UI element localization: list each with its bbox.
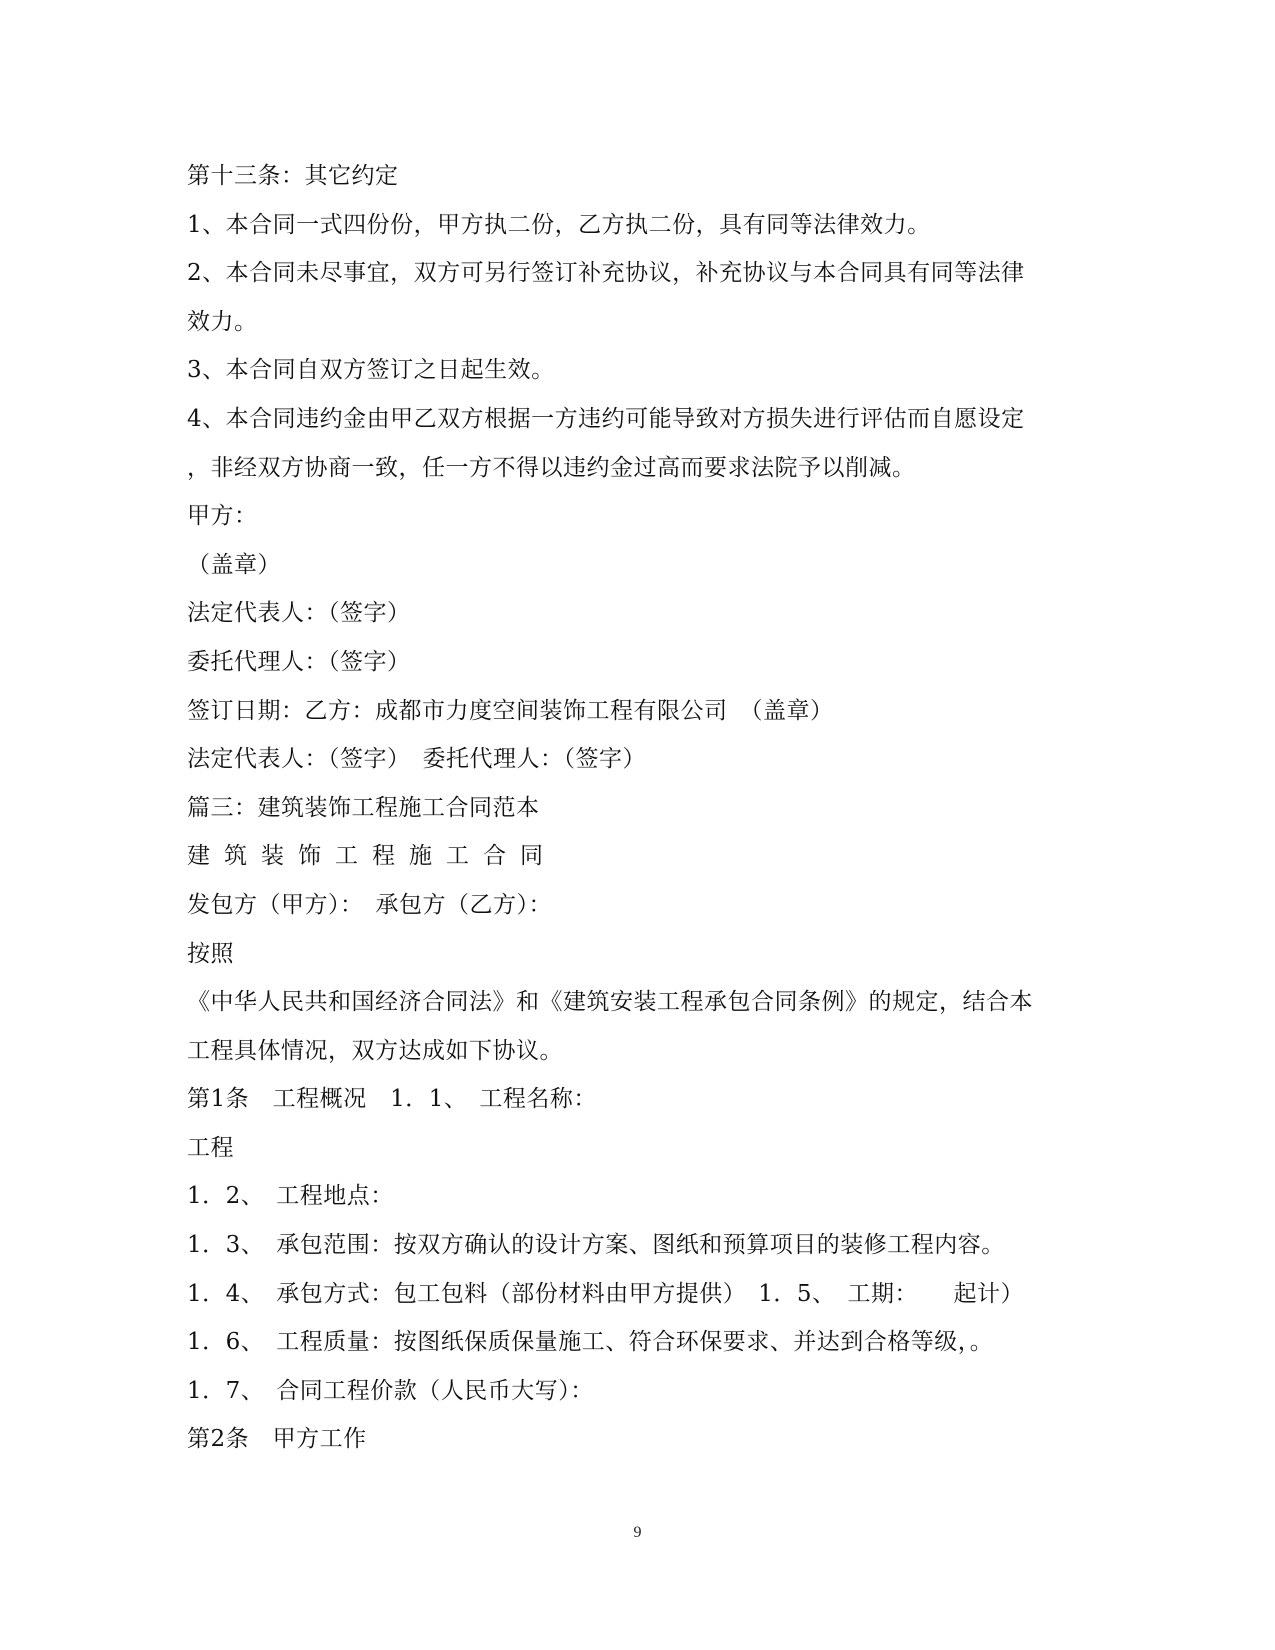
document-body — [187, 152, 1087, 1464]
text-line: 法定代表人：（签字） 委托代理人：（签字） — [187, 746, 646, 773]
contract-title: 建筑装饰工程施工合同 — [187, 843, 557, 870]
text-line: 委托代理人：（签字） — [187, 648, 411, 675]
text-line: 1．6、 工程质量：按图纸保质保量施工、符合环保要求、并达到合格等级，。 — [187, 1329, 994, 1356]
text-line: 效力。 — [187, 308, 258, 335]
text-line: 第1条 工程概况 1．1、 工程名称： — [187, 1086, 597, 1113]
section-heading: 篇三：建筑装饰工程施工合同范本 — [187, 794, 540, 821]
text-line: 工程 — [187, 1134, 234, 1161]
text-line: 1．4、 承包方式：包工包料（部份材料由甲方提供） 1．5、 工期： 起计） — [187, 1280, 1025, 1307]
text-line: 1、本合同一式四份份，甲方执二份，乙方执二份，具有同等法律效力。 — [187, 211, 931, 238]
text-line: 第2条 甲方工作 — [187, 1426, 367, 1453]
text-line: ，非经双方协商一致，任一方不得以违约金过高而要求法院予以削减。 — [187, 454, 916, 481]
text-line: 按照 — [187, 940, 234, 967]
text-line: （盖章） — [187, 551, 281, 578]
text-line: 《中华人民共和国经济合同法》和《建筑安装工程承包合同条例》的规定，结合本 — [187, 989, 1033, 1016]
text-line: 3、本合同自双方签订之日起生效。 — [187, 357, 555, 384]
text-line: 签订日期：乙方：成都市力度空间装饰工程有限公司 （盖章） — [187, 697, 834, 724]
text-line: 1．3、 承包范围：按双方确认的设计方案、图纸和预算项目的装修工程内容。 — [187, 1232, 1005, 1259]
text-line: 甲方： — [187, 503, 258, 530]
text-line: 2、本合同未尽事宜，双方可另行签订补充协议，补充协议与本合同具有同等法律 — [187, 260, 1025, 287]
text-line: 法定代表人：（签字） — [187, 600, 411, 627]
text-line: 发包方（甲方）： 承包方（乙方）： — [187, 891, 552, 918]
text-line: 第十三条：其它约定 — [187, 163, 399, 189]
text-line: 1．7、 合同工程价款（人民币大写）： — [187, 1377, 594, 1404]
page-number: 9 — [633, 1524, 642, 1541]
text-line: 4、本合同违约金由甲乙双方根据一方违约可能导致对方损失进行评估而自愿设定 — [187, 405, 1025, 432]
text-line: 1．2、 工程地点： — [187, 1183, 394, 1210]
text-line: 工程具体情况，双方达成如下协议。 — [187, 1037, 563, 1064]
